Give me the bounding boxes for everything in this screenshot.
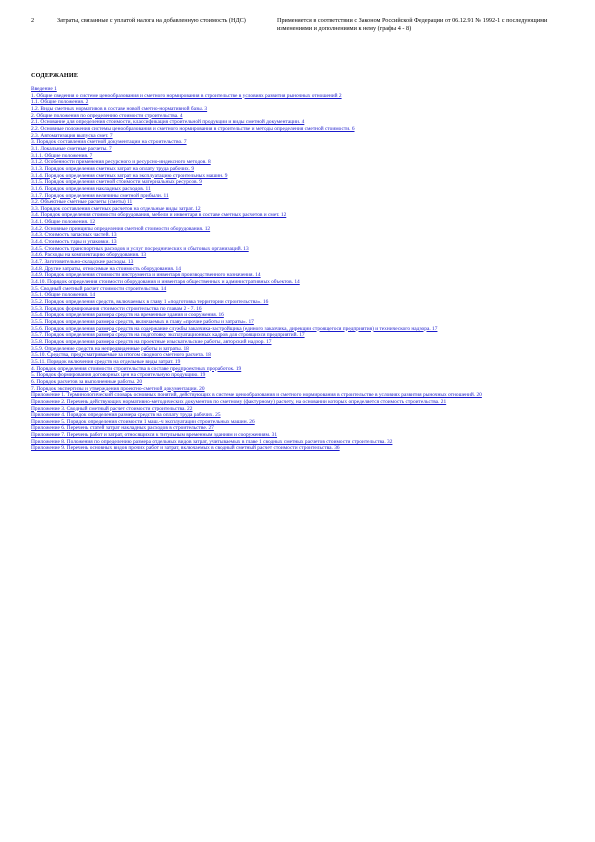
- toc-entry: [31, 312, 556, 319]
- toc-link[interactable]: Приложение 5. Порядок определения стоимости 1 маш.-ч эксплуатации строительных машин. 26: [31, 418, 255, 425]
- toc-entry: [31, 412, 556, 419]
- toc-entry: [31, 445, 556, 452]
- toc-link[interactable]: 1.1. Общие положения. 2: [31, 99, 89, 106]
- toc-entry: [31, 212, 556, 219]
- toc-entry: [31, 332, 556, 339]
- toc-link[interactable]: 3.4.3. Стоимость запасных частей. 13: [31, 232, 117, 239]
- toc-link[interactable]: 1.2. Виды сметных нормативов в составе новой сметно-нормативной базы. 3: [31, 105, 208, 112]
- toc-link[interactable]: 3.1.3. Порядок определения сметных затрат на оплату труда рабочих. 9: [31, 165, 195, 172]
- toc-entry: [31, 232, 556, 239]
- toc-link[interactable]: Приложение 9. Перечень основных видов прочих работ и затрат, включаемых в сводный сметный расчет стоимости строительства. 36: [31, 445, 340, 452]
- toc-entry: [31, 432, 556, 439]
- toc-link[interactable]: 3.4.1. Общие положения. 12: [31, 219, 96, 226]
- toc-link[interactable]: 3.1.1. Общие положения. 7: [31, 152, 93, 159]
- toc-link[interactable]: 3.5.5. Порядок определения размера средств, включаемых в главу «прочие работы и затраты». 17: [31, 318, 254, 325]
- toc-entry: [31, 252, 556, 259]
- toc-entry: [31, 352, 556, 359]
- toc-link[interactable]: 3.5.4. Порядок определения размера средств на временные здания и сооружения. 16: [31, 312, 224, 319]
- toc-link[interactable]: 3.4. Порядок определения стоимости оборудования, мебели и инвентаря в составе сметных расчетов и смет. 12: [31, 212, 287, 219]
- toc-entry: [31, 126, 556, 133]
- toc-link[interactable]: 2.3. Автоматизация выпуска смет. 7: [31, 132, 113, 139]
- toc-entry: [31, 319, 556, 326]
- toc-link[interactable]: 3.5.6. Порядок определения размера средств на содержание службы заказчика-застройщика (единого заказчика, дирекции строящегося предприятия) и технического надзора. 17: [31, 325, 438, 332]
- toc-link[interactable]: 2.2. Основные положения системы ценообразования и сметного нормирования в строительстве и методы определения сметной стоимости. 6: [31, 125, 355, 132]
- toc-entry: [31, 339, 556, 346]
- toc-link[interactable]: 3.4.6. Расходы на комплектацию оборудования. 13: [31, 252, 147, 259]
- toc-link[interactable]: 2. Общие положения по определению стоимости строительства. 4: [31, 112, 183, 119]
- toc-link[interactable]: 3.5. Сводный сметный расчет стоимости строительства. 14: [31, 285, 167, 292]
- toc-link[interactable]: 6. Порядок расчетов за выполненные работы. 20: [31, 378, 143, 385]
- toc-entry: [31, 392, 556, 399]
- toc-link[interactable]: 3.2. Объектные сметные расчеты (сметы) 11: [31, 199, 133, 206]
- toc-entry: [31, 292, 556, 299]
- toc-link[interactable]: 3.5.3. Порядок формирования стоимости строительства по главам 2 - 7. 16: [31, 305, 202, 312]
- toc-entry: [31, 106, 556, 113]
- item-name-cell: Затраты, связанные с уплатой налога на добавленную стоимость (НДС): [57, 17, 246, 24]
- toc-link[interactable]: Приложение 2. Перечень действующих нормативно-методических документов по сметному (фактурному) расчету, на основании которых определяется стоимость строительства. 21: [31, 398, 447, 405]
- toc-link[interactable]: 3.5.8. Порядок определения размера средств на проектные изыскательские работы, авторский надзор. 17: [31, 338, 272, 345]
- toc-entry: [31, 179, 556, 186]
- toc-link[interactable]: Приложение 8. Положения по определению размера отдельных видов затрат, учитываемых в главе 1 сводных сметных расчетов стоимости строительства. 32: [31, 438, 393, 445]
- toc-entry: [31, 86, 556, 93]
- toc-link[interactable]: 3.5.2. Порядок определения средств, включаемых в главу 1 «подготовка территории строительства». 16: [31, 299, 269, 305]
- toc-link[interactable]: 3.1. Локальные сметные расчеты. 7: [31, 145, 112, 152]
- toc-entry: [31, 299, 556, 306]
- toc-entry: [31, 139, 556, 146]
- toc-entry: [31, 159, 556, 166]
- toc-link[interactable]: 3.4.7. Заготовительно-складские расходы. 13: [31, 259, 134, 266]
- toc-link[interactable]: 3.1.2. Особенности применения ресурсного и ресурсно-индексного методов. 8: [31, 159, 211, 166]
- toc-link[interactable]: 3.1.5. Порядок определения сметной стоимости материальных ресурсов. 9: [31, 179, 202, 186]
- toc-link[interactable]: Введение 1: [31, 86, 57, 92]
- toc-entry: [31, 306, 556, 313]
- toc-heading: СОДЕРЖАНИЕ: [31, 72, 79, 79]
- toc-link[interactable]: Приложение 7. Перечень работ и затрат, относящихся к титульным временным зданиям и сооружениям. 31: [31, 432, 278, 439]
- toc-link[interactable]: 3.5.10. Средства, предусматриваемые за итогом сводного сметного расчета. 18: [31, 352, 211, 359]
- toc-link[interactable]: Приложение 3. Сводный сметный расчет стоимости строительства. 22: [31, 405, 193, 412]
- toc-link[interactable]: 5. Порядок формирования договорных цен на строительную продукцию. 19: [31, 372, 206, 379]
- toc-link[interactable]: 3.4.9. Порядок определения стоимости инструмента и инвентаря производственного назначения. 14: [31, 272, 261, 279]
- toc-link[interactable]: 3.5.9. Определение средств на непредвиденные работы и затраты. 18: [31, 345, 189, 352]
- toc-link[interactable]: Приложение 1. Терминологический словарь основных понятий, действующих в системе ценообразования и сметного нормирования в строительстве в условиях развития рыночных отношений. 20: [31, 392, 482, 399]
- toc-link[interactable]: 3.5.1. Общие положения. 14: [31, 292, 96, 299]
- toc-link[interactable]: 3.1.6. Порядок определения накладных расходов. 11: [31, 185, 151, 192]
- toc-link[interactable]: 3.4.8. Другие затраты, относимые на стоимость оборудования. 14: [31, 265, 181, 272]
- toc-entry: [31, 379, 556, 386]
- toc-link[interactable]: 3.4.4. Стоимость тары и упаковки. 13: [31, 239, 117, 246]
- toc-link[interactable]: 3.3. Порядок составления сметных расчетов на отдельные виды затрат. 12: [31, 205, 201, 212]
- toc-link[interactable]: 4. Порядок определения стоимости строительства в составе предпроектных проработок. 19: [31, 365, 242, 372]
- toc-link[interactable]: 3.4.5. Стоимость транспортных расходов и услуг посреднических и сбытовых организаций. 13: [31, 245, 249, 252]
- table-of-contents: [31, 86, 556, 452]
- toc-entry: [31, 266, 556, 273]
- toc-entry: [31, 146, 556, 153]
- toc-link[interactable]: 1. Общие сведения о системе ценообразования и сметного нормирования в строительстве в условиях развития рыночных отношений 2: [31, 92, 342, 99]
- toc-entry: [31, 186, 556, 193]
- toc-entry: [31, 239, 556, 246]
- toc-entry: [31, 99, 556, 106]
- toc-entry: [31, 119, 556, 126]
- toc-link[interactable]: 3.5.7. Порядок определения размера средств на подготовку эксплуатационных кадров для строящихся предприятий. 17: [31, 332, 305, 339]
- toc-link[interactable]: 3.1.4. Порядок определения сметных затрат на эксплуатацию строительных машин. 9: [31, 172, 228, 179]
- toc-entry: [31, 279, 556, 286]
- toc-entry: [31, 346, 556, 353]
- toc-entry: [31, 219, 556, 226]
- toc-link[interactable]: 3.4.2. Основные принципы определения сметной стоимости оборудования. 12: [31, 225, 211, 232]
- toc-link[interactable]: 7. Порядок экспертизы и утверждения проектно-сметной документации. 20: [31, 385, 205, 392]
- toc-entry: [31, 259, 556, 266]
- continuation-table-row: [31, 17, 551, 33]
- toc-link[interactable]: Приложение 6. Перечень статей затрат накладных расходов в строительстве. 27: [31, 425, 214, 432]
- toc-link[interactable]: Приложение 4. Порядок определения размера средств на оплату труда рабочих. 25: [31, 412, 221, 419]
- toc-link[interactable]: 3.4.10. Порядок определения стоимости оборудования и инвентаря общественных и административных объектов. 14: [31, 279, 300, 286]
- basis-cell: Применяется в соответствии с Законом Российской Федерации от 06.12.91 № 1992-1 с последующими изменениями и дополнениями к нему (графы 4 - 8): [277, 17, 548, 32]
- toc-link[interactable]: 3.5.11. Порядок включения средств на отдельные виды затрат. 19: [31, 358, 181, 365]
- toc-entry: [31, 93, 556, 100]
- toc-entry: [31, 286, 556, 293]
- row-number: 2: [31, 17, 35, 24]
- toc-link[interactable]: 3.1.7. Порядок определения величины сметной прибыли. 11: [31, 192, 169, 199]
- toc-link[interactable]: 2.1. Основание для определения стоимости, классификация строительной продукции и виды сметной документации. 4: [31, 119, 305, 126]
- toc-entry: [31, 359, 556, 366]
- toc-entry: [31, 372, 556, 379]
- toc-entry: [31, 166, 556, 173]
- toc-entry: [31, 399, 556, 406]
- toc-link[interactable]: 3. Порядок составления сметной документации на строительство. 7: [31, 139, 187, 146]
- toc-entry: [31, 199, 556, 206]
